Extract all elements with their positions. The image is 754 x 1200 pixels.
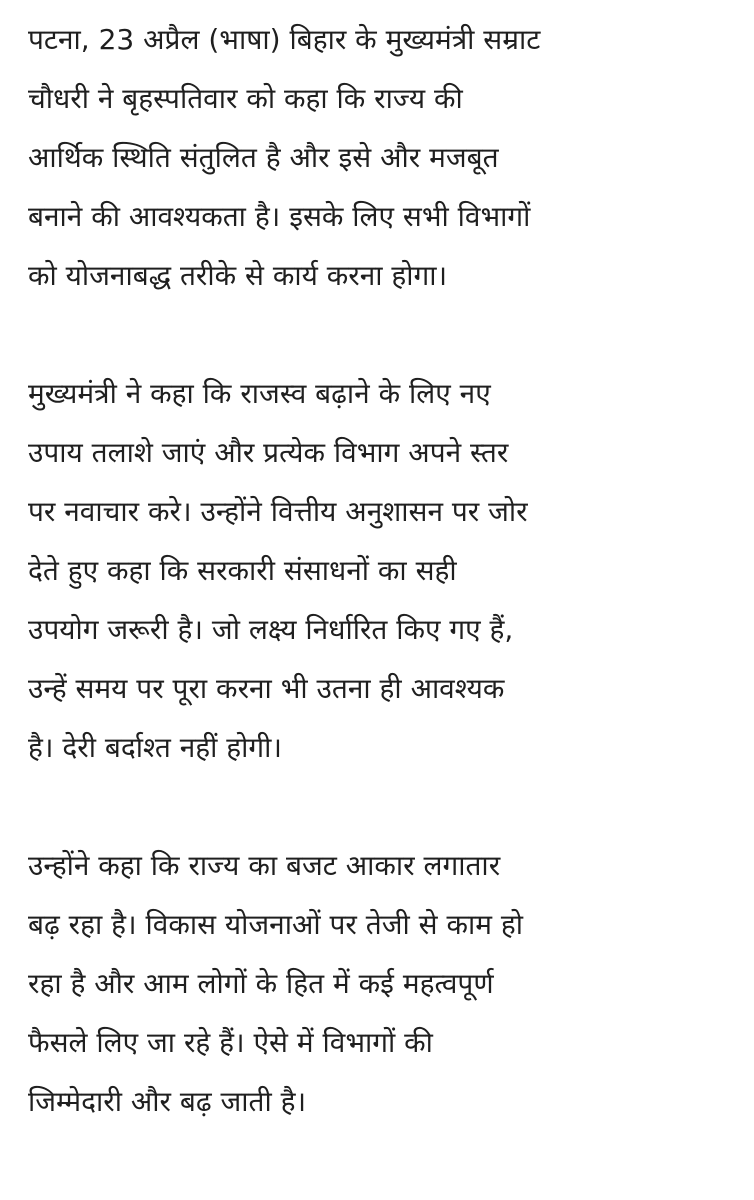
paragraph-line: पर नवाचार करे। उन्होंने वित्तीय अनुशासन पर जोर	[28, 495, 528, 528]
paragraph-2	[28, 364, 740, 777]
paragraph-line: उन्हें समय पर पूरा करना भी उतना ही आवश्यक	[28, 672, 505, 705]
paragraph-line: उन्होंने कहा कि राज्य का बजट आकार लगातार	[28, 849, 501, 882]
paragraph-line: उपयोग जरूरी है। जो लक्ष्य निर्धारित किए गए हैं,	[28, 613, 514, 646]
paragraph-line: है। देरी बर्दाश्त नहीं होगी।	[28, 731, 283, 764]
paragraph-line: रहा है और आम लोगों के हित में कई महत्वपूर्ण	[28, 967, 494, 1000]
paragraph-line: जिम्मेदारी और बढ़ जाती है।	[28, 1085, 307, 1118]
paragraph-line: को योजनाबद्ध तरीके से कार्य करना होगा।	[28, 259, 448, 292]
paragraph-3	[28, 836, 740, 1131]
paragraph-line: बढ़ रहा है। विकास योजनाओं पर तेजी से काम हो	[28, 908, 523, 941]
paragraph-line: पटना, 23 अप्रैल (भाषा) बिहार के मुख्यमंत्री सम्राट	[28, 23, 541, 56]
paragraph-line: मुख्यमंत्री ने कहा कि राजस्व बढ़ाने के लिए नए	[28, 377, 491, 410]
paragraph-line: चौधरी ने बृहस्पतिवार को कहा कि राज्य की	[28, 82, 463, 115]
paragraph-1	[28, 10, 740, 305]
paragraph-line: आर्थिक स्थिति संतुलित है और इसे और मजबूत	[28, 141, 499, 174]
paragraph-line: बनाने की आवश्यकता है। इसके लिए सभी विभागों	[28, 200, 531, 233]
paragraph-line: देते हुए कहा कि सरकारी संसाधनों का सही	[28, 554, 457, 587]
paragraph-line: फैसले लिए जा रहे हैं। ऐसे में विभागों की	[28, 1026, 433, 1059]
paragraph-line: उपाय तलाशे जाएं और प्रत्येक विभाग अपने स्तर	[28, 436, 509, 469]
article-body	[28, 10, 740, 1190]
